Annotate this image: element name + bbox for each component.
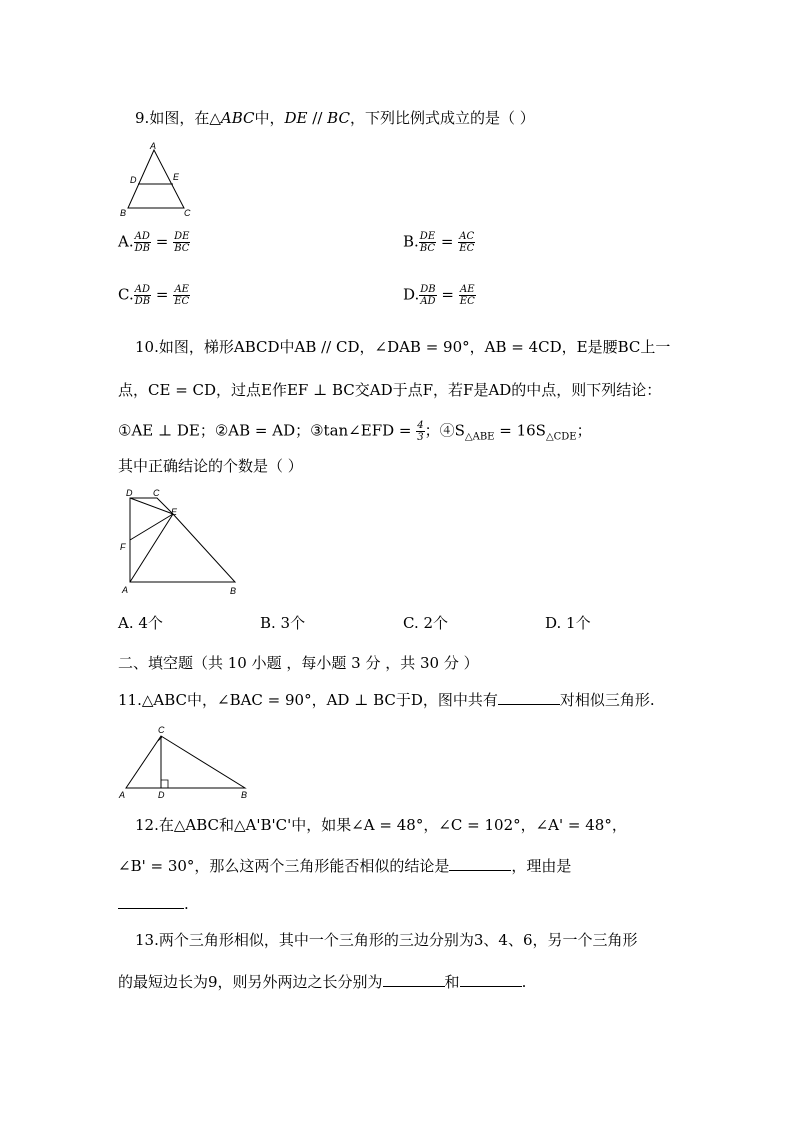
q11-figure (118, 724, 253, 800)
q9-option-c[interactable]: C. $\frac{AD}{DB}$ = $\frac{AE}{EC}$ (118, 284, 190, 307)
q9-label-d: D (130, 175, 137, 185)
q10-label-d: D (126, 488, 133, 498)
q10-label-a: A (122, 585, 129, 595)
q10-option-b[interactable]: B. 3个 (260, 614, 306, 632)
q11-label-d: D (158, 790, 165, 800)
q10-label-b: B (230, 586, 237, 596)
q10-line3: ①AE ⊥ DE；②AB = AD；③tan∠EFD = $\frac{4}{3}$ ；$④S_{\triangle ABE} = 16S_{\triangle CDE}$； (118, 420, 592, 443)
q10-label-e: E (171, 507, 178, 517)
section-heading: 二、填空题（共 10 小题 ，每小题 3 分 ，共 30 分 ） (118, 654, 479, 672)
q10-option-a[interactable]: A. 4个 (118, 614, 163, 632)
q12-answer-blank[interactable] (449, 856, 511, 871)
q10-option-d[interactable]: D. 1个 (545, 614, 591, 632)
q10-figure (115, 484, 245, 599)
q9-label-e: E (173, 172, 180, 182)
q9-option-b[interactable]: B. $\frac{DE}{BC}$ = $\frac{AC}{EC}$ (403, 231, 475, 254)
q10-option-c[interactable]: C. 2个 (403, 614, 449, 632)
q11-answer-blank[interactable] (498, 690, 560, 705)
q12-line3: . (118, 894, 189, 914)
q11-stem: 11.△ABC中，∠BAC = 90°，AD ⊥ BC于D，图中共有 对相似三角形. (118, 691, 655, 709)
q10-label-f: F (120, 542, 126, 552)
q13-blank-1[interactable] (383, 972, 445, 987)
q10-line4: 其中正确结论的个数是（ ） (118, 457, 303, 475)
q10-line1: 10.如图，梯形ABCD中AB // CD，∠DAB = 90°，AB = 4CD，E是腰BC上一 (135, 338, 671, 356)
q11-label-a: A (119, 790, 126, 800)
q11-label-b: B (241, 790, 248, 800)
q12-line1: 12.在△ABC和△A'B'C'中，如果∠A = 48°，∠C = 102°，∠A' = 48°， (135, 816, 627, 834)
q9-label-c: C (184, 208, 191, 218)
q13-blank-2[interactable] (460, 972, 522, 987)
q9-figure (118, 140, 198, 220)
q11-label-c: C (158, 725, 165, 735)
q13-line1: 13.两个三角形相似，其中一个三角形的三边分别为3、4、6，另一个三角形 (135, 931, 638, 949)
q10-label-c: C (153, 488, 160, 498)
q9-option-a[interactable]: A. $\frac{AD}{DB}$ = $\frac{DE}{BC}$ (118, 231, 190, 254)
q12-reason-blank[interactable] (118, 894, 184, 909)
q12-line2: ∠B' = 30°，那么这两个三角形能否相似的结论是 ，理由是 (118, 857, 572, 875)
q10-line2: 点，CE = CD，过点E作EF ⊥ BC交AD于点F，若F是AD的中点，则下列结论： (118, 381, 662, 399)
q9-label-a: A (150, 141, 157, 151)
q9-label-b: B (120, 208, 127, 218)
q13-line2: 的最短边长为9，则另外两边之长分别为 和 . (118, 973, 527, 991)
q9-stem: 9.如图，在△ABC中，DE // BC，下列比例式成立的是（ ） (135, 109, 535, 127)
q9-option-d[interactable]: D. $\frac{DB}{AD}$ = $\frac{AE}{EC}$ (403, 284, 475, 307)
